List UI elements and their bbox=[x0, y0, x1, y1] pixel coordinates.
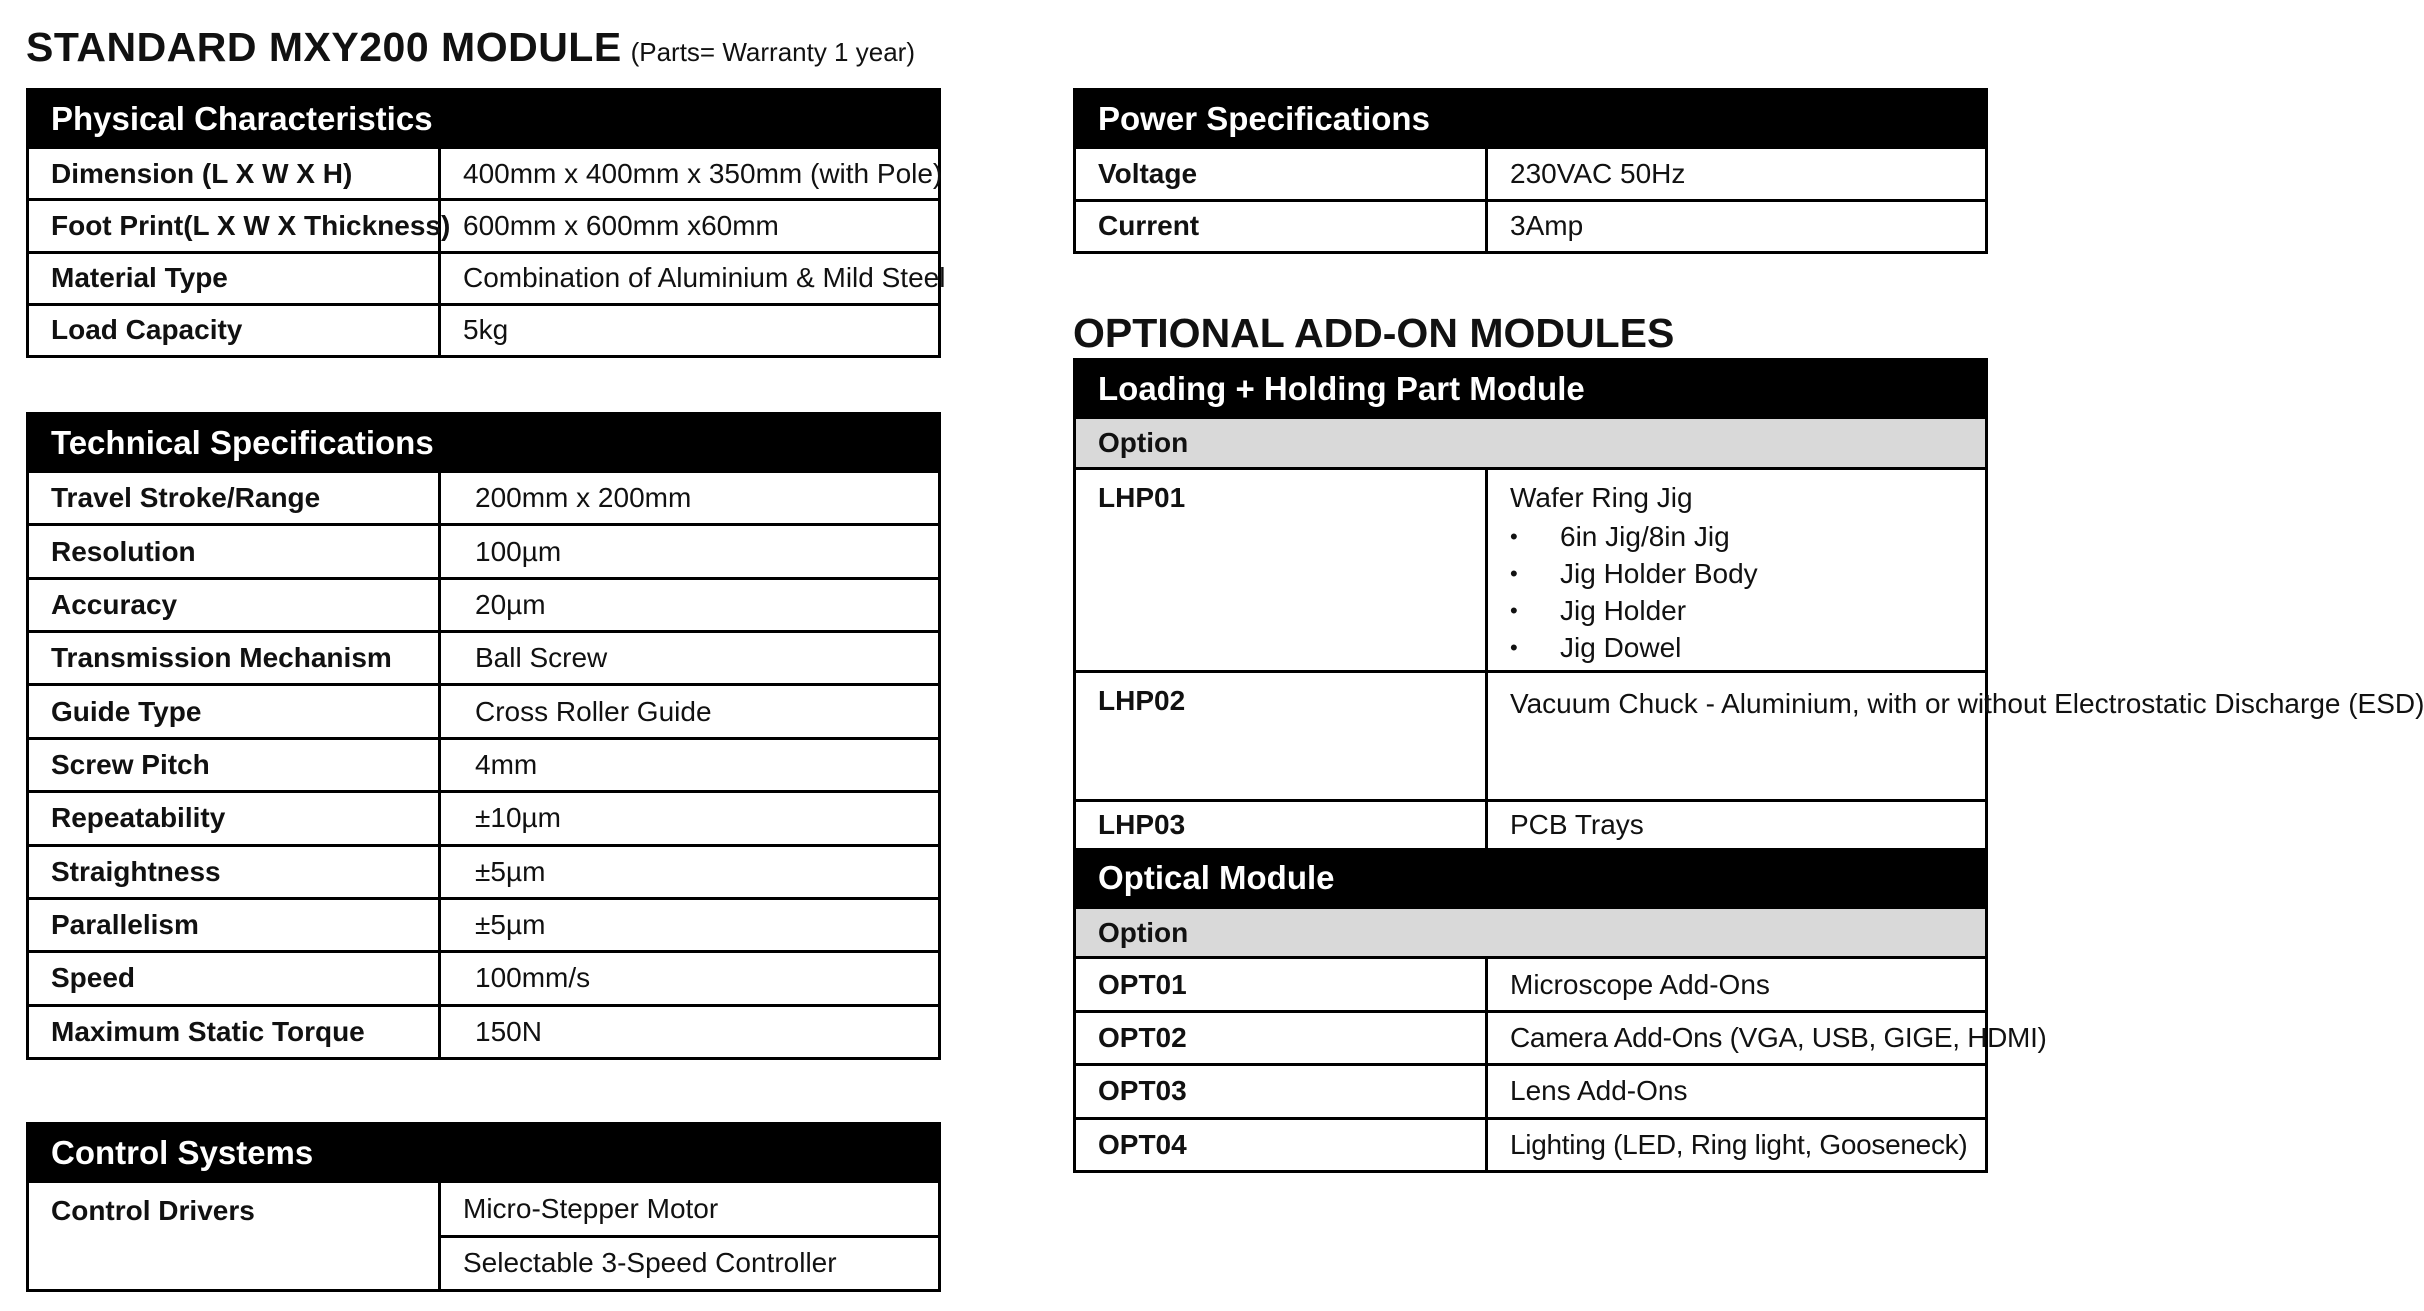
spec-value: 5kg bbox=[440, 304, 940, 356]
list-item: • 6in Jig/8in Jig bbox=[1510, 518, 1985, 555]
spec-label: Screw Pitch bbox=[28, 738, 440, 791]
spec-value: 400mm x 400mm x 350mm (with Pole) bbox=[440, 148, 940, 200]
option-subheader: Option bbox=[1075, 418, 1987, 468]
table-row bbox=[1075, 200, 1987, 253]
spec-label: Material Type bbox=[28, 252, 440, 304]
table-row bbox=[28, 304, 940, 356]
spec-label: Parallelism bbox=[28, 898, 440, 951]
spec-value: 4mm bbox=[440, 738, 940, 791]
spec-value: Micro-Stepper Motor bbox=[440, 1182, 940, 1237]
option-description: Lens Add-Ons bbox=[1487, 1065, 1987, 1118]
option-code: LHP03 bbox=[1075, 801, 1487, 849]
control-systems-table bbox=[26, 1122, 941, 1292]
option-description: Vacuum Chuck - Aluminium, with or without Electrostatic Discharge (ESD) bbox=[1487, 672, 1987, 801]
spec-value: 100µm bbox=[440, 525, 940, 578]
spec-label: Resolution bbox=[28, 525, 440, 578]
spec-value: ±10µm bbox=[440, 792, 940, 845]
option-description bbox=[1487, 468, 1987, 672]
table-row bbox=[1075, 468, 1987, 672]
spec-label: Speed bbox=[28, 952, 440, 1005]
spec-label: Control Drivers bbox=[28, 1182, 440, 1291]
spec-value: Cross Roller Guide bbox=[440, 685, 940, 738]
physical-characteristics-table bbox=[26, 88, 946, 358]
spec-value: 200mm x 200mm bbox=[440, 472, 940, 525]
optional-modules-table bbox=[1073, 358, 2424, 1173]
table-row bbox=[28, 792, 940, 845]
table-row bbox=[28, 738, 940, 791]
list-item: • Jig Holder Body bbox=[1510, 555, 1985, 592]
table-row bbox=[28, 898, 940, 951]
spec-label: Dimension (L X W X H) bbox=[28, 148, 440, 200]
option-subheader: Option bbox=[1075, 907, 1987, 957]
table-row bbox=[28, 952, 940, 1005]
option-title: Wafer Ring Jig bbox=[1510, 481, 1693, 513]
spec-label: Straightness bbox=[28, 845, 440, 898]
table-row bbox=[1075, 801, 1987, 849]
option-bullet-list bbox=[1510, 518, 1985, 666]
table-row bbox=[28, 632, 940, 685]
spec-value: Selectable 3-Speed Controller bbox=[440, 1236, 940, 1291]
table-row bbox=[1075, 1118, 1987, 1171]
option-code: LHP02 bbox=[1075, 672, 1487, 801]
table-row bbox=[28, 578, 940, 631]
optional-modules-title: OPTIONAL ADD-ON MODULES bbox=[1073, 310, 1675, 356]
table-row bbox=[1075, 958, 1987, 1011]
table-row bbox=[28, 525, 940, 578]
option-description: Lighting (LED, Ring light, Gooseneck) bbox=[1487, 1118, 1987, 1171]
table-row bbox=[28, 1005, 940, 1058]
spec-label: Voltage bbox=[1075, 148, 1487, 201]
spec-value: 100mm/s bbox=[440, 952, 940, 1005]
spec-label: Travel Stroke/Range bbox=[28, 472, 440, 525]
table-row bbox=[28, 252, 940, 304]
table-row bbox=[28, 148, 940, 200]
spec-value: 230VAC 50Hz bbox=[1487, 148, 1987, 201]
table-row bbox=[28, 845, 940, 898]
list-item: • Jig Dowel bbox=[1510, 629, 1985, 666]
option-code: OPT02 bbox=[1075, 1011, 1487, 1064]
table-row bbox=[1075, 1065, 1987, 1118]
spec-value: Combination of Aluminium & Mild Steel bbox=[440, 252, 940, 304]
table-row bbox=[28, 685, 940, 738]
page-title bbox=[26, 24, 915, 71]
table-row bbox=[1075, 1011, 1987, 1064]
spec-value: Ball Screw bbox=[440, 632, 940, 685]
table-row bbox=[28, 1182, 940, 1237]
power-specifications-table bbox=[1073, 88, 1988, 254]
spec-value: ±5µm bbox=[440, 845, 940, 898]
table-row bbox=[28, 200, 940, 252]
table-row bbox=[28, 472, 940, 525]
option-code: OPT01 bbox=[1075, 958, 1487, 1011]
option-description: PCB Trays bbox=[1487, 801, 1987, 849]
page-title-main: STANDARD MXY200 MODULE bbox=[26, 24, 622, 70]
option-code: OPT04 bbox=[1075, 1118, 1487, 1171]
spec-label: Accuracy bbox=[28, 578, 440, 631]
spec-label: Guide Type bbox=[28, 685, 440, 738]
power-specifications-header: Power Specifications bbox=[1075, 90, 1987, 148]
spec-label: Load Capacity bbox=[28, 304, 440, 356]
spec-label: Transmission Mechanism bbox=[28, 632, 440, 685]
table-row bbox=[1075, 148, 1987, 201]
control-systems-header: Control Systems bbox=[28, 1124, 940, 1182]
spec-label: Foot Print(L X W X Thickness) bbox=[28, 200, 440, 252]
spec-label: Maximum Static Torque bbox=[28, 1005, 440, 1058]
physical-characteristics-header: Physical Characteristics bbox=[28, 90, 940, 148]
option-description: Microscope Add-Ons bbox=[1487, 958, 1987, 1011]
list-item: • Jig Holder bbox=[1510, 592, 1985, 629]
spec-label: Repeatability bbox=[28, 792, 440, 845]
spec-value: 20µm bbox=[440, 578, 940, 631]
loading-holding-module-header: Loading + Holding Part Module bbox=[1075, 360, 1987, 418]
spec-value: 150N bbox=[440, 1005, 940, 1058]
optical-module-header: Optical Module bbox=[1075, 849, 1987, 907]
technical-specifications-header: Technical Specifications bbox=[28, 414, 940, 472]
option-description: Camera Add-Ons (VGA, USB, GIGE, HDMI) bbox=[1487, 1011, 1987, 1064]
spec-label: Current bbox=[1075, 200, 1487, 253]
option-code: OPT03 bbox=[1075, 1065, 1487, 1118]
spec-value: ±5µm bbox=[440, 898, 940, 951]
option-code: LHP01 bbox=[1075, 468, 1487, 672]
spec-value: 600mm x 600mm x60mm bbox=[440, 200, 940, 252]
table-row bbox=[1075, 672, 1987, 801]
warranty-note: (Parts= Warranty 1 year) bbox=[630, 37, 915, 67]
spec-value: 3Amp bbox=[1487, 200, 1987, 253]
technical-specifications-table bbox=[26, 412, 941, 1060]
